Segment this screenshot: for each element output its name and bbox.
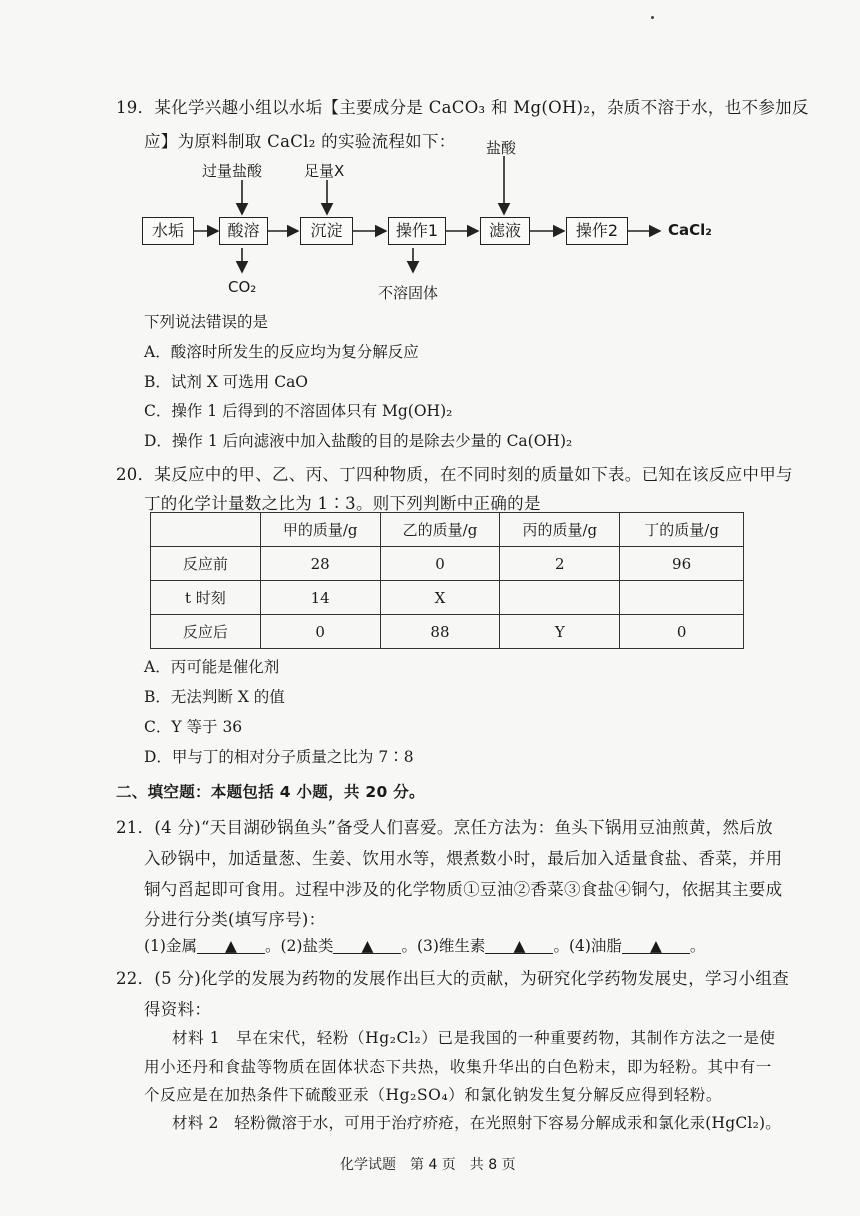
page-footer: 化学试题 第 4 页 共 8 页 xyxy=(340,1157,516,1173)
table-cell: Y xyxy=(500,615,620,649)
answer-blank[interactable] xyxy=(197,939,265,954)
flow-box-precipitate: 沉淀 xyxy=(300,217,353,245)
material2-line: 材料 2 轻粉微溶于水，可用于治疗疥疮，在光照射下容易分解成汞和氯化汞(HgCl₂)。 xyxy=(172,1114,781,1132)
table-cell: 88 xyxy=(380,615,500,649)
table-header-cell xyxy=(151,513,261,547)
table-row xyxy=(151,581,744,615)
table-cell xyxy=(500,581,620,615)
answer-blank[interactable] xyxy=(622,939,690,954)
table-cell: 14 xyxy=(260,581,380,615)
flow-box-operation2: 操作2 xyxy=(566,217,628,245)
table-header-cell: 丁的质量/g xyxy=(620,513,744,547)
flow-reagent-x: 足量X xyxy=(304,162,345,180)
table-header-cell: 丙的质量/g xyxy=(500,513,620,547)
q19-option-c: C．操作 1 后得到的不溶固体只有 Mg(OH)₂ xyxy=(144,402,453,420)
table-row xyxy=(151,615,744,649)
flow-box-scale: 水垢 xyxy=(142,217,194,245)
table-cell: 反应前 xyxy=(151,547,261,581)
q19-line1: 19．某化学兴趣小组以水垢【主要成分是 CaCO₃ 和 Mg(OH)₂，杂质不溶于水，也不参加反 xyxy=(116,98,809,117)
q21-line2: 入砂锅中，加适量葱、生姜、饮用水等，煨煮数小时，最后加入适量食盐、香菜，并用 xyxy=(144,849,783,868)
blank-label: (4)油脂 xyxy=(568,937,622,955)
table-cell: 2 xyxy=(500,547,620,581)
flow-reagent-excess-hcl: 过量盐酸 xyxy=(202,162,263,180)
q22-line2: 得资料： xyxy=(144,1000,212,1019)
flow-output-solid: 不溶固体 xyxy=(378,284,439,302)
blank-label: (1)金属 xyxy=(144,937,197,955)
table-cell xyxy=(620,581,744,615)
q20-option-c: C．Y 等于 36 xyxy=(144,718,243,736)
table-cell: X xyxy=(380,581,500,615)
blank-end: 。 xyxy=(264,937,281,955)
q19-prompt: 下列说法错误的是 xyxy=(144,313,269,331)
material1-line1: 材料 1 早在宋代，轻粉（Hg₂Cl₂）已是我国的一种重要药物，其制作方法之一是使 xyxy=(172,1029,776,1047)
table-cell: 反应后 xyxy=(151,615,261,649)
blank-label: (3)维生素 xyxy=(416,937,486,955)
q19-option-b: B．试剂 X 可选用 CaO xyxy=(144,373,309,391)
triangle-mark: ▲ xyxy=(649,937,662,955)
q20-option-b: B．无法判断 X 的值 xyxy=(144,688,285,706)
material1-line2: 用小还丹和食盐等物质在固体状态下共热，收集升华出的白色粉末，即为轻粉。其中有一 xyxy=(144,1058,772,1076)
answer-blank[interactable] xyxy=(333,939,401,954)
flow-box-operation1: 操作1 xyxy=(388,217,446,245)
triangle-mark: ▲ xyxy=(513,937,526,955)
q21-line4: 分进行分类(填写序号)： xyxy=(144,910,326,929)
flow-box-filtrate: 滤液 xyxy=(480,217,530,245)
q20-option-a: A．丙可能是催化剂 xyxy=(144,658,280,676)
q19-line2: 应】为原料制取 CaCl₂ 的实验流程如下： xyxy=(144,132,456,151)
q21-blanks xyxy=(144,934,705,956)
flow-output-co2: CO₂ xyxy=(228,278,257,296)
flow-arrows xyxy=(0,0,860,320)
q20-line2: 丁的化学计量数之比为 1∶3。则下列判断中正确的是 xyxy=(144,494,541,513)
flow-reagent-hcl: 盐酸 xyxy=(486,139,517,157)
table-header-row xyxy=(151,513,744,547)
q20-option-d: D．甲与丁的相对分子质量之比为 7∶8 xyxy=(144,748,414,766)
section-title: 二、填空题：本题包括 4 小题，共 20 分。 xyxy=(116,783,425,801)
table-cell: 0 xyxy=(620,615,744,649)
blank-label: (2)盐类 xyxy=(280,937,334,955)
table-cell: 0 xyxy=(380,547,500,581)
scan-speck xyxy=(651,16,654,19)
blank-end: 。 xyxy=(689,937,706,955)
answer-blank[interactable] xyxy=(485,939,553,954)
flow-box-acid-dissolve: 酸溶 xyxy=(219,217,268,245)
mass-table xyxy=(150,512,744,649)
q22-line1: 22．(5 分)化学的发展为药物的发展作出巨大的贡献，为研究化学药物发展史，学习小组查 xyxy=(116,969,790,988)
table-cell: t 时刻 xyxy=(151,581,261,615)
q19-option-d: D．操作 1 后向滤液中加入盐酸的目的是除去少量的 Ca(OH)₂ xyxy=(144,432,573,450)
table-header-cell: 乙的质量/g xyxy=(380,513,500,547)
q21-line1: 21．(4 分)“天目湖砂锅鱼头”备受人们喜爱。烹任方法为：鱼头下锅用豆油煎黄，然后放 xyxy=(116,818,773,837)
table-cell: 96 xyxy=(620,547,744,581)
table-header-cell: 甲的质量/g xyxy=(260,513,380,547)
q19-option-a: A．酸溶时所发生的反应均为复分解反应 xyxy=(144,343,419,361)
blank-end: 。 xyxy=(401,937,417,955)
triangle-mark: ▲ xyxy=(225,937,237,955)
triangle-mark: ▲ xyxy=(361,937,374,955)
blank-end: 。 xyxy=(553,937,569,955)
q20-line1: 20．某反应中的甲、乙、丙、丁四种物质，在不同时刻的质量如下表。已知在该反应中甲与 xyxy=(116,465,793,484)
q21-line3: 铜勺舀起即可食用。过程中涉及的化学物质①豆油②香菜③食盐④铜勺，依据其主要成 xyxy=(144,880,783,899)
table-cell: 0 xyxy=(260,615,380,649)
material1-line3: 个反应是在加热条件下硫酸亚汞（Hg₂SO₄）和氯化钠发生复分解反应得到轻粉。 xyxy=(144,1086,722,1104)
flow-product: CaCl₂ xyxy=(668,221,712,239)
table-cell: 28 xyxy=(260,547,380,581)
table-row xyxy=(151,547,744,581)
